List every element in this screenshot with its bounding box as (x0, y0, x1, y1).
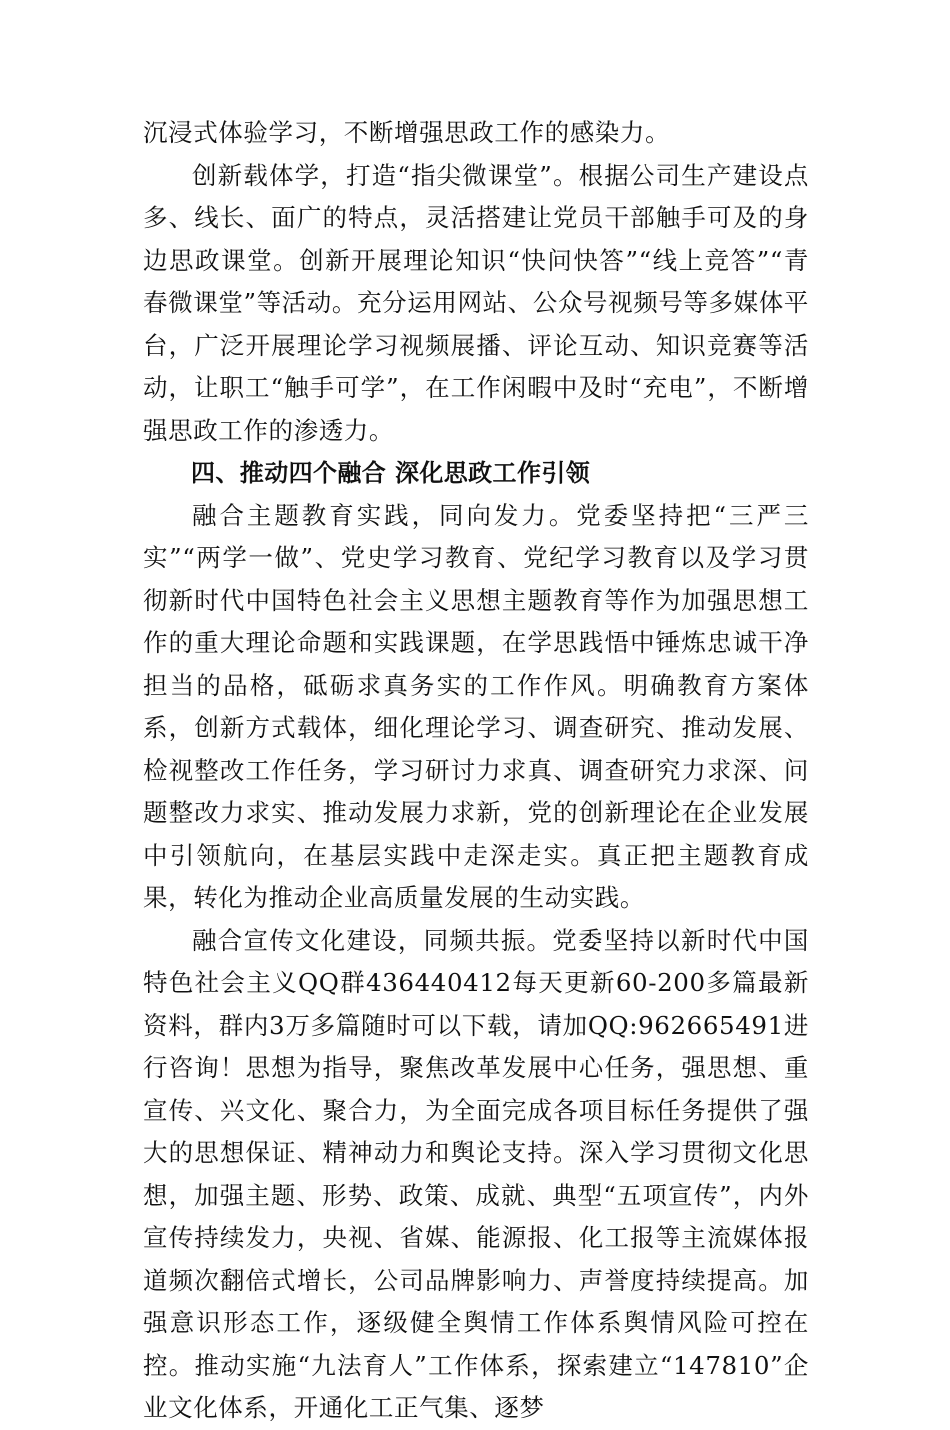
paragraph-innovative-carrier: 创新载体学，打造“指尖微课堂”。根据公司生产建设点多、线长、面广的特点，灵活搭建让党员干部触手可及的身边思政课堂。创新开展理论知识“快问快答”“线上竞答”“青春微课堂”等活动。充分运用网站、公众号视频号等多媒体平台，广泛开展理论学习视频展播、评论互动、知识竞赛等活动，让职工“触手可学”，在工作闲暇中及时“充电”，不断增强思政工作的渗透力。 (143, 160, 809, 445)
section-heading-four: 四、推动四个融合 深化思政工作引领 (191, 459, 591, 487)
paragraph-theme-education: 融合主题教育实践，同向发力。党委坚持把“三严三实”“两学一做”、党史学习教育、党纪学习教育以及学习贯彻新时代中国特色社会主义思想主题教育等作为加强思想工作的重大理论命题和实践课题，在学思践悟中锤炼忠诚干净担当的品格，砥砺求真务实的工作作风。明确教育方案体系，创新方式载体，细化理论学习、调查研究、推动发展、检视整改工作任务，学习研讨力求真、调查研究力求深、问题整改力求实、推动发展力求新，党的创新理论在企业发展中引领航向，在基层实践中走深走实。真正把主题教育成果，转化为推动企业高质量发展的生动实践。 (143, 500, 809, 912)
paragraph-publicity-culture: 融合宣传文化建设，同频共振。党委坚持以新时代中国特色社会主义QQ群436440412每天更新60-200多篇最新资料，群内3万多篇随时可以下载，请加QQ:962665491进行咨询！思想为指导，聚焦改革发展中心任务，强思想、重宣传、兴文化、聚合力，为全面完成各项目标任务提供了强大的思想保证、精神动力和舆论支持。深入学习贯彻文化思想，加强主题、形势、政策、成就、典型“五项宣传”，内外宣传持续发力，央视、省媒、能源报、化工报等主流媒体报道频次翻倍式增长，公司品牌影响力、声誉度持续提高。加强意识形态工作，逐级健全舆情工作体系舆情风险可控在控。推动实施“九法育人”工作体系，探索建立“147810”企业文化体系，开通化工正气集、逐梦 (143, 925, 809, 1422)
paragraph-continuation: 沉浸式体验学习，不断增强思政工作的感染力。 (143, 118, 671, 147)
document-body (143, 112, 809, 1430)
